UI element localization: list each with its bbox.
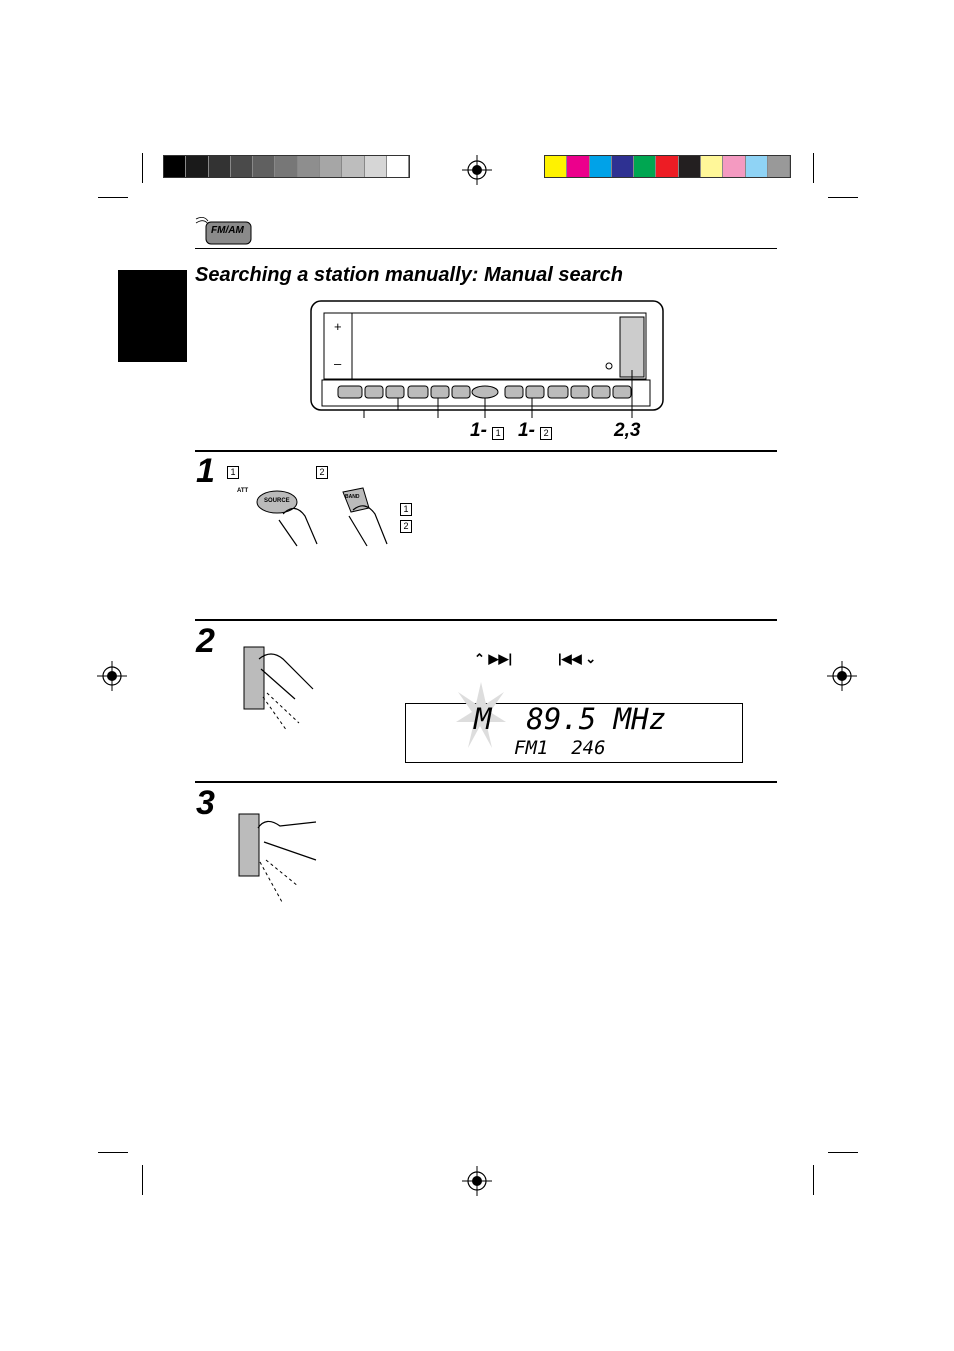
crop-mark xyxy=(98,197,128,198)
color-swatch xyxy=(612,156,634,177)
color-swatch xyxy=(701,156,723,177)
grayscale-swatch xyxy=(275,156,297,177)
callout-step23: 2,3 xyxy=(614,420,641,441)
color-swatch xyxy=(768,156,790,177)
band-button[interactable]: BAND xyxy=(345,494,360,500)
registration-target-icon xyxy=(97,661,127,691)
fm-am-icon xyxy=(194,215,254,252)
color-swatch xyxy=(656,156,678,177)
crop-mark xyxy=(142,153,143,183)
registration-target-icon xyxy=(462,1166,492,1196)
display-panel xyxy=(405,703,743,763)
grayscale-swatch xyxy=(320,156,342,177)
grayscale-swatch xyxy=(253,156,275,177)
color-swatch xyxy=(723,156,745,177)
grayscale-swatch xyxy=(231,156,253,177)
seek-button-press-illustration xyxy=(243,645,323,740)
grayscale-swatch xyxy=(186,156,208,177)
callout-step1-source: 1- 1 xyxy=(470,420,504,442)
crop-mark xyxy=(813,1165,814,1195)
seek-hold-illustration xyxy=(238,812,323,907)
section-rule xyxy=(195,781,777,783)
color-swatch xyxy=(567,156,589,177)
step-1-list-1: 1 xyxy=(400,503,412,516)
color-swatch xyxy=(634,156,656,177)
section-rule xyxy=(195,619,777,621)
grayscale-swatch xyxy=(365,156,387,177)
step-1-list-2: 2 xyxy=(400,520,412,533)
grayscale-swatch xyxy=(387,156,409,177)
source-button-press-illustration xyxy=(235,480,395,550)
volume-plus-label: + xyxy=(334,319,342,334)
crop-mark xyxy=(813,153,814,183)
color-swatch xyxy=(545,156,567,177)
step-3-number: 3 xyxy=(196,784,215,822)
crop-mark xyxy=(828,197,858,198)
grayscale-swatch xyxy=(342,156,364,177)
crop-mark xyxy=(142,1165,143,1195)
fm-am-label: FM/AM xyxy=(211,225,244,236)
step-1-sub2: 2 xyxy=(316,466,328,479)
header-rule xyxy=(195,248,777,249)
step-1-sub1: 1 xyxy=(227,466,239,479)
color-swatch xyxy=(590,156,612,177)
grayscale-swatch xyxy=(298,156,320,177)
source-button[interactable]: SOURCE xyxy=(264,498,290,504)
grayscale-swatch xyxy=(164,156,186,177)
crop-mark xyxy=(828,1152,858,1153)
callout-step1-band: 1- 2 xyxy=(518,420,552,442)
frequency-readout: M 89.5 MHz xyxy=(474,702,667,736)
crop-mark xyxy=(98,1152,128,1153)
section-rule xyxy=(195,450,777,452)
color-swatch xyxy=(746,156,768,177)
grayscale-swatch xyxy=(209,156,231,177)
section-title: Searching a station manually: Manual search xyxy=(195,264,623,286)
registration-target-icon xyxy=(462,155,492,185)
seek-up-symbol: ⌃ ▶▶| xyxy=(474,651,513,666)
callout-step1-source-num: 1 xyxy=(492,427,504,440)
volume-minus-label: – xyxy=(334,356,342,371)
band-preset-readout: FM1 246 xyxy=(514,737,606,759)
callout-step1-band-num: 2 xyxy=(540,427,552,440)
step-1-number: 1 xyxy=(196,452,215,490)
seek-down-symbol: |◀◀ ⌄ xyxy=(558,651,597,666)
registration-target-icon xyxy=(827,661,857,691)
color-swatch xyxy=(679,156,701,177)
step-2-number: 2 xyxy=(196,622,215,660)
language-tab xyxy=(118,270,187,362)
att-label: ATT xyxy=(237,488,249,494)
grayscale-calibration-bar xyxy=(163,155,410,178)
color-calibration-bar xyxy=(544,155,791,178)
